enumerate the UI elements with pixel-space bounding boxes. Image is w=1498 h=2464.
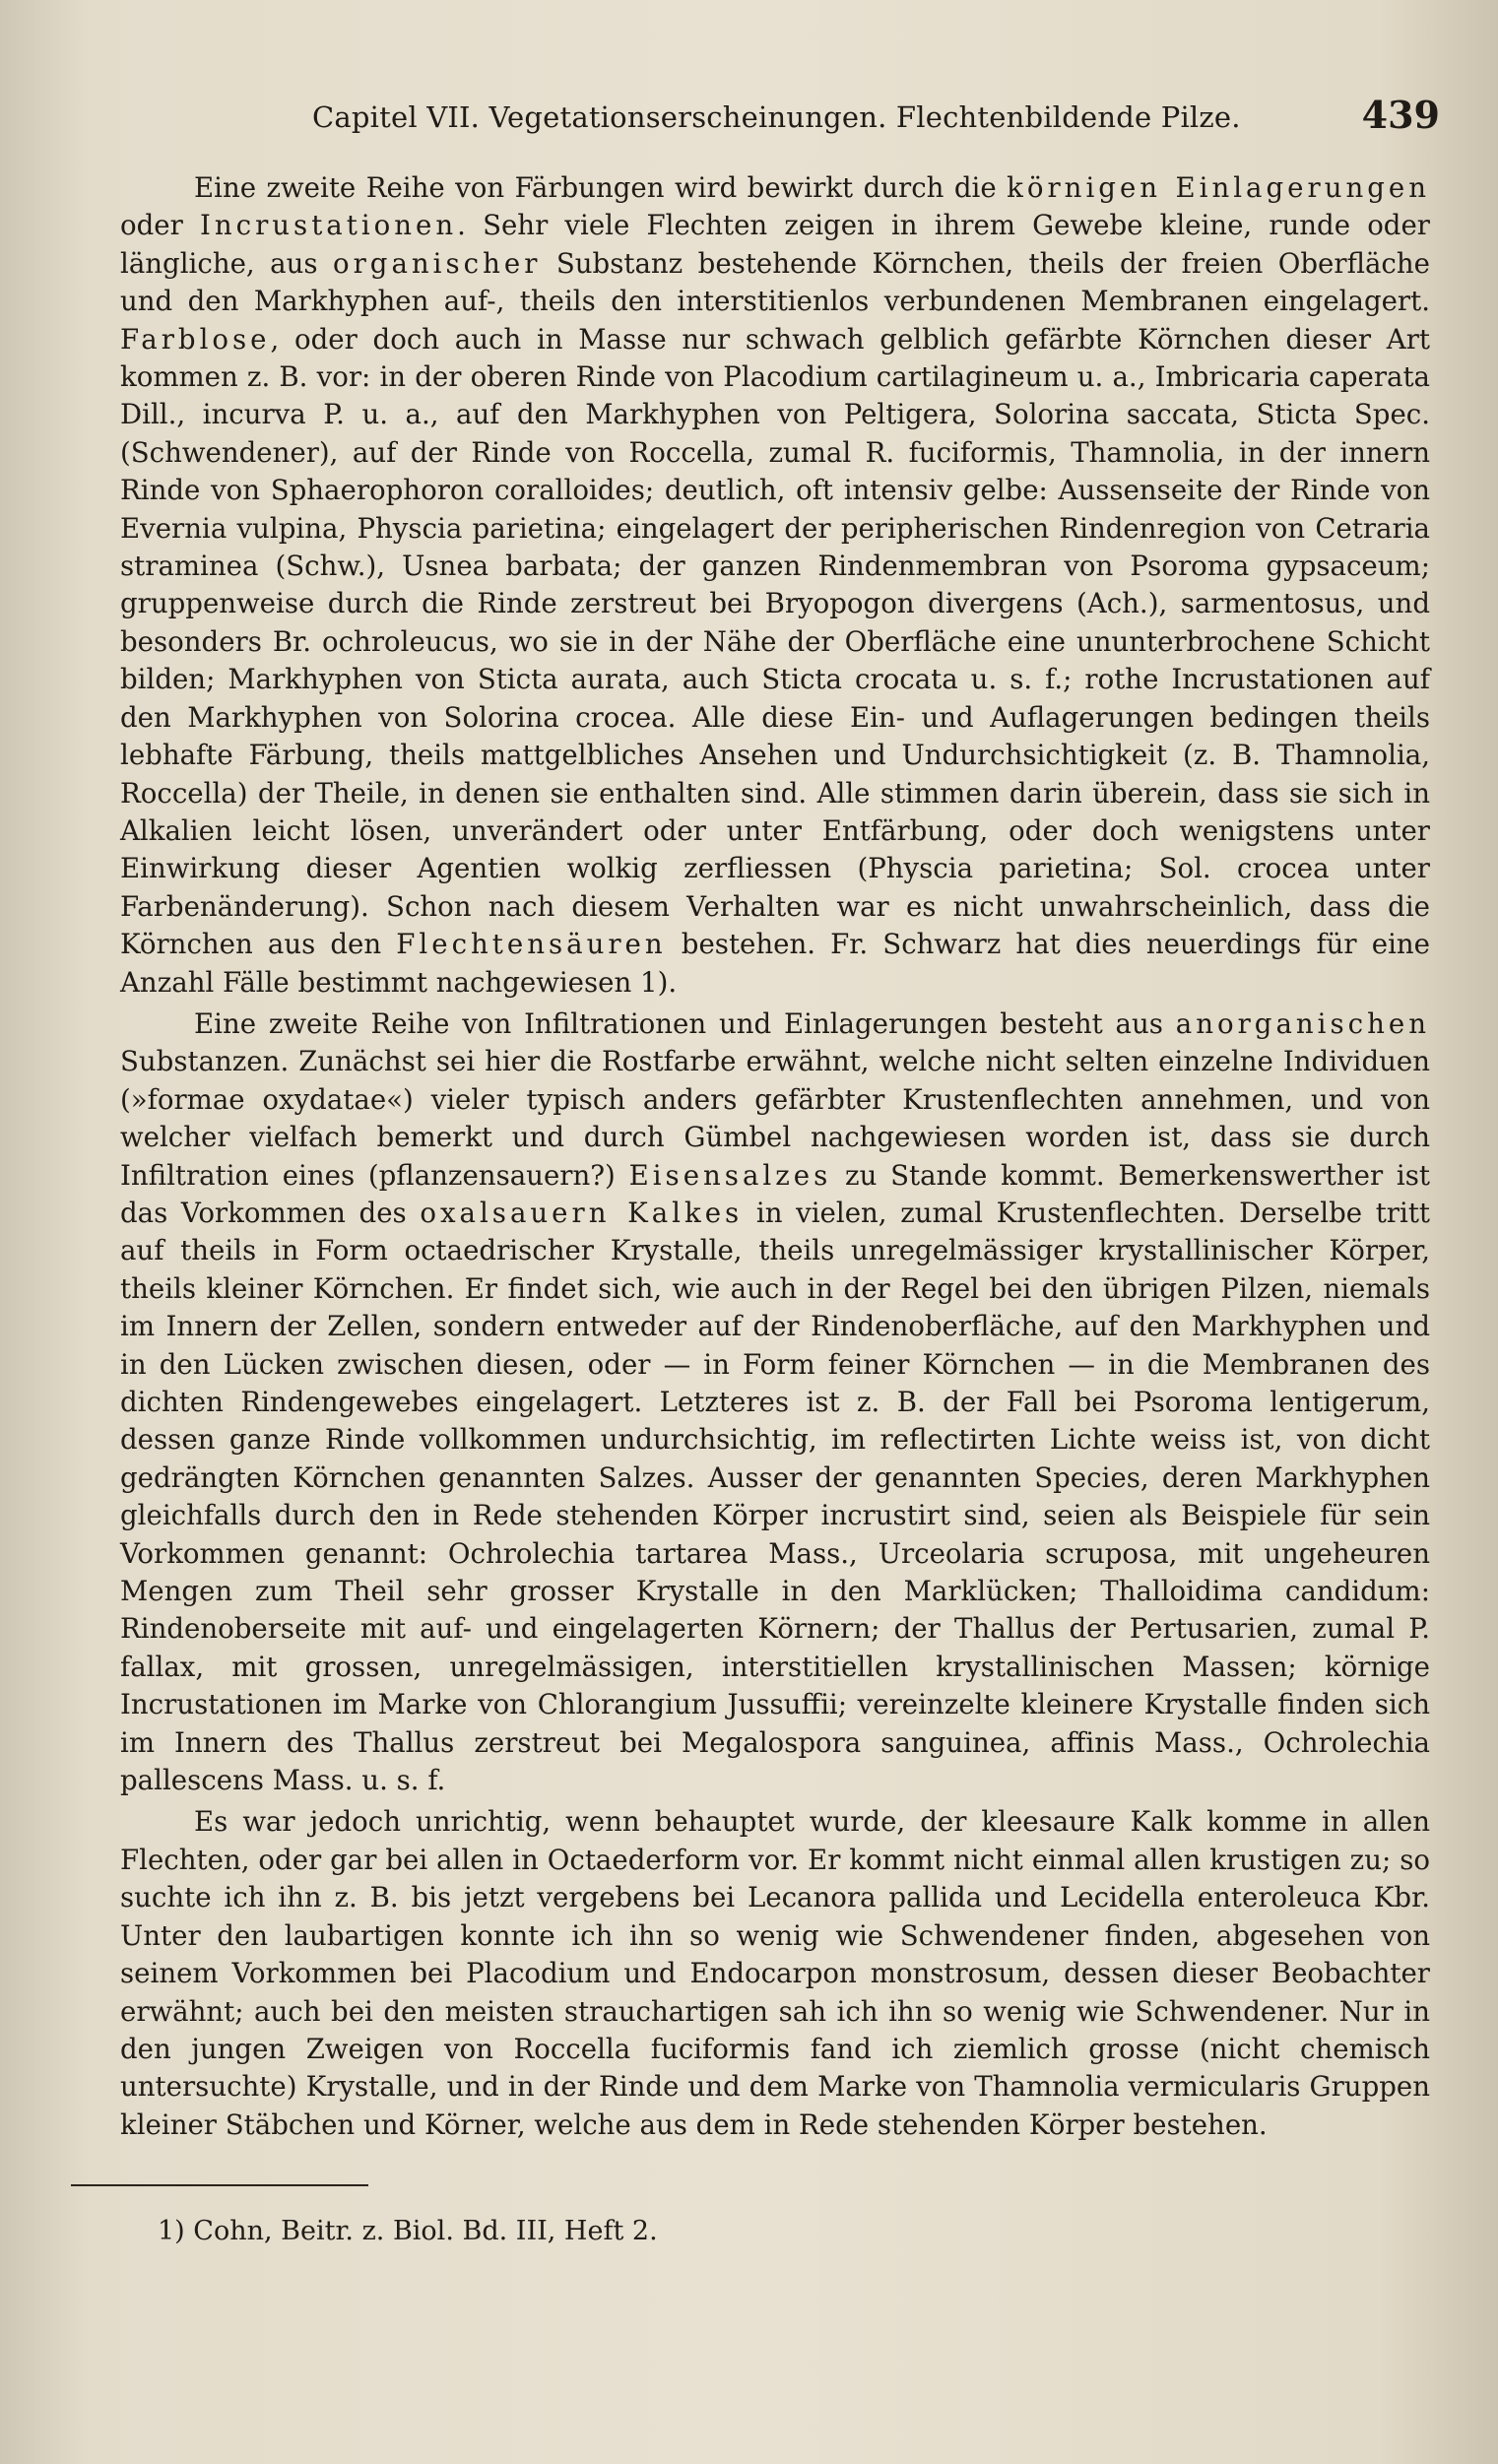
footnote: 1) Cohn, Beitr. z. Biol. Bd. III, Heft 2. — [158, 2216, 658, 2246]
text-run: oder — [120, 209, 200, 242]
paragraph-1 — [120, 169, 1430, 1002]
spaced-emphasis: organischer — [332, 246, 542, 280]
spaced-emphasis: Farblose — [120, 322, 271, 356]
spaced-emphasis: oxalsauern Kalkes — [420, 1196, 744, 1229]
text-run: zu Stande kommt. Bemerkenswerther ist das Vorkommen des — [120, 1158, 1431, 1229]
spaced-emphasis: anorganischen — [1175, 1006, 1430, 1040]
text-run: in vielen, zumal Krustenflechten. Derselbe tritt auf theils in Form octaedrischer Krystalle, theils unregelmässiger krystallinischer Körper, theils kleiner Körnchen. Er findet sich, wie auch in der Regel bei den übrigen Pilzen, niemals im Innern der Zellen, sondern entweder auf der Rindenoberfläche, auf den Markhyphen und in den Lücken zwischen diesen, oder — in Form feiner Körnchen — in die Membranen des dichten Rindengewebes eingelagert. Letzteres ist z. B. der Fall bei Psoroma lentigerum, dessen ganze Rinde vollkommen undurchsichtig, im reflectirten Lichte weiss ist, von dicht gedrängten Körnchen genannten Salzes. Ausser der genannten Species, deren Markhyphen gleichfalls durch den in Rede stehenden Körper incrustirt sind, seien als Beispiele für sein Vorkommen genannt: Ochrolechia tartarea Mass., Urceolaria scruposa, mit ungeheuren Mengen zum Theil sehr grosser Krystalle in den Marklücken; Thalloidima candidum: Rindenoberseite mit auf- und eingelagerten Körnern; der Thallus der Pertusarien, zumal P. fallax, mit grossen, unregelmässigen, interstitiellen krystallinischen Massen; körnige Incrustationen im Marke von Chlorangium Jussuffii; vereinzelte kleinere Krystalle finden sich im Innern des Thallus zerstreut bei Megalospora sanguinea, affinis Mass., Ochrolechia pallescens Mass. u. s. f. — [120, 1196, 1430, 1797]
text-run: Eine zweite Reihe von Infiltrationen und Einlagerungen besteht aus — [194, 1006, 1176, 1040]
paragraph-2 — [120, 1005, 1430, 1800]
spaced-emphasis: körnigen Einlagerungen — [1007, 171, 1431, 204]
text-run: Substanz bestehende Körnchen, theils der freien Oberfläche und den Markhyphen auf-, theils den interstitienlos verbundenen Membranen eingelagert. — [120, 246, 1430, 318]
spaced-emphasis: Incrustationen — [199, 209, 458, 242]
chapter-title: Capitel VII. Vegetationserscheinungen. Flechtenbildende Pilze. — [312, 100, 1241, 134]
text-run: , oder doch auch in Masse nur schwach gelblich gefärbte Körnchen dieser Art kommen z. B. vor: in der oberen Rinde von Placodium cartilagineum u. a., Imbricaria caperata Dill., incurva P. u. a., auf den Markhyphen von Peltigera, Solorina saccata, Sticta Spec. (Schwendener), auf der Rinde von Roccella, zumal R. fuciformis, Thamnolia, in der innern Rinde von Sphaerophoron coralloides; deutlich, oft intensiv gelbe: Aussenseite der Rinde von Evernia vulpina, Physcia parietina; eingelagert der peripherischen Rindenregion von Cetraria straminea (Schw.), Usnea barbata; der ganzen Rindenmembran von Psoroma gypsaceum; gruppenweise durch die Rinde zerstreut bei Bryopogon divergens (Ach.), sarmentosus, und besonders Br. ochroleucus, wo sie in der Nähe der Oberfläche eine ununterbrochene Schicht bilden; Markhyphen von Sticta aurata, auch Sticta crocata u. s. f.; rothe Incrustationen auf den Markhyphen von Solorina crocea. Alle diese Ein- und Auflagerungen bedingen theils lebhafte Färbung, theils mattgelbliches Ansehen und Undurchsichtigkeit (z. B. Thamnolia, Roccella) der Theile, in denen sie enthalten sind. Alle stimmen darin überein, dass sie sich in Alkalien leicht lösen, unverändert oder unter Entfärbung, oder doch wenigstens unter Einwirkung dieser Agentien wolkig zerfliessen (Physcia parietina; Sol. crocea unter Farbenänderung). Schon nach diesem Verhalten war es nicht unwahrscheinlich, dass die Körnchen aus den — [120, 322, 1430, 961]
text-run: bestehen. Fr. Schwarz hat dies neuerdings für eine Anzahl Fälle bestimmt nachgewiesen 1). — [120, 928, 1430, 999]
running-head — [120, 87, 1440, 150]
footnote-rule — [71, 2184, 368, 2186]
text-run: Substanzen. Zunächst sei hier die Rostfarbe erwähnt, welche nicht selten einzelne Individuen (»formae oxydatae«) vieler typisch anders gefärbter Krustenflechten annehmen, und von welcher vielfach bemerkt und durch Gümbel nachgewiesen worden ist, dass sie durch Infiltration eines (pflanzensauern?) — [120, 1045, 1430, 1192]
spaced-emphasis: Flechtensäuren — [396, 928, 667, 961]
paragraph-3 — [120, 1803, 1430, 2144]
text-run: Eine zweite Reihe von Färbungen wird bewirkt durch die — [194, 171, 1008, 204]
page-number: 439 — [1361, 93, 1440, 137]
text-run: Es war jedoch unrichtig, wenn behauptet wurde, der kleesaure Kalk komme in allen Flechten, oder gar bei allen in Octaederform vor. Er kommt nicht einmal allen krustigen zu; so suchte ich ihn z. B. bis jetzt vergebens bei Lecanora pallida und Lecidella enteroleuca Kbr. Unter den laubartigen konnte ich ihn so wenig wie Schwendener finden, abgesehen von seinem Vorkommen bei Placodium und Endocarpon monstrosum, dessen dieser Beobachter erwähnt; auch bei den meisten strauchartigen sah ich ihn so wenig wie Schwendener. Nur in den jungen Zweigen von Roccella fuciformis fand ich ziemlich grosse (nicht chemisch untersuchte) Krystalle, und in der Rinde und dem Marke von Thamnolia vermicularis Gruppen kleiner Stäbchen und Körner, welche aus dem in Rede stehenden Körper bestehen. — [120, 1805, 1430, 2141]
body-text — [120, 169, 1430, 2148]
spaced-emphasis: Eisensalzes — [628, 1158, 832, 1192]
text-run: . Sehr viele Flechten zeigen in ihrem Gewebe kleine, runde oder längliche, aus — [120, 209, 1430, 280]
